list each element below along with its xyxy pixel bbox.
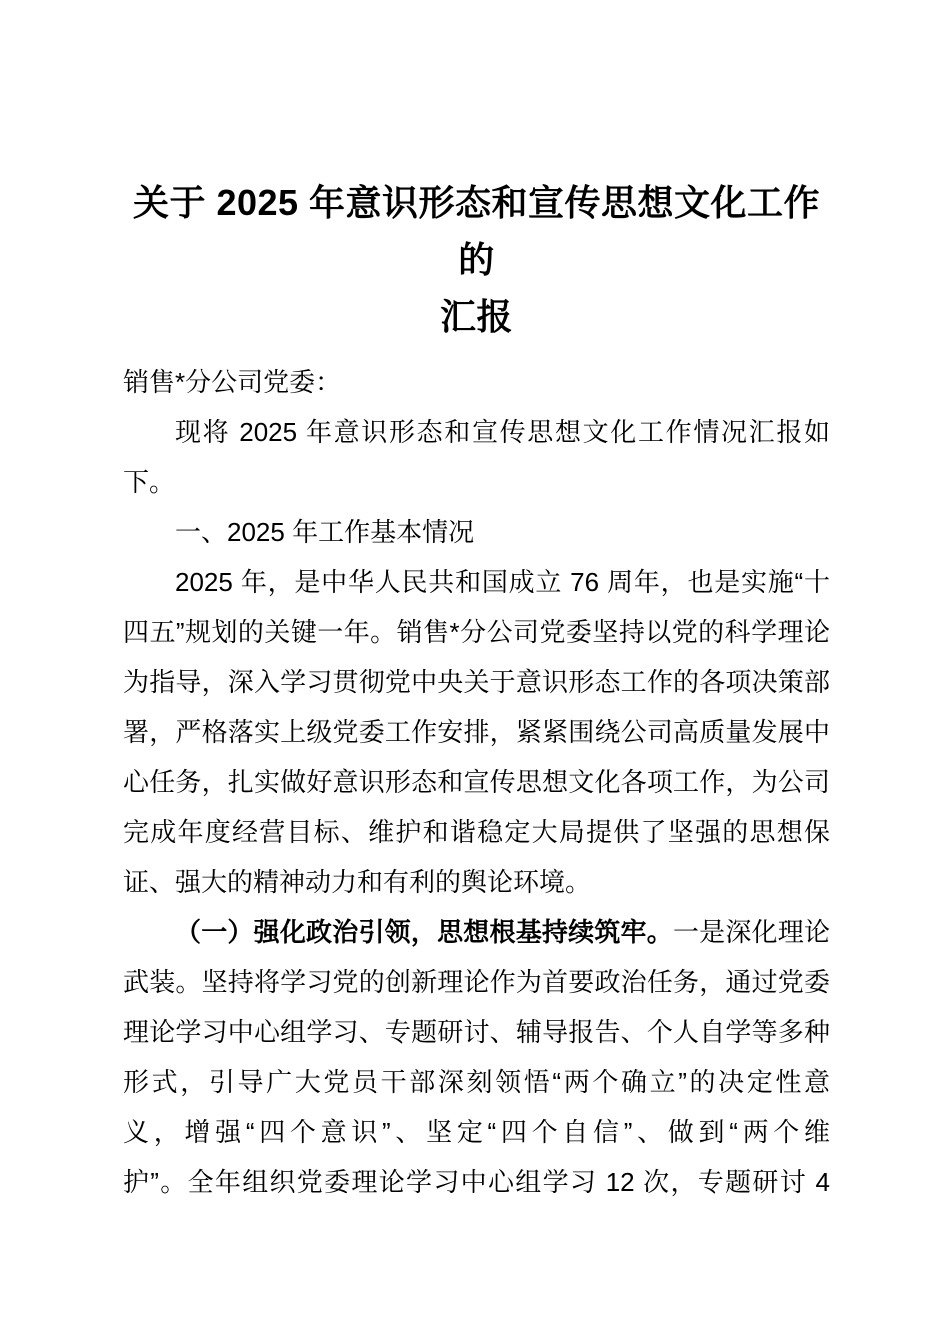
document-line-overview-paragraph-0 [123,557,830,607]
document-text: 一、2025 年工作基本情况 [175,517,475,547]
document-line-overview-paragraph-4 [123,757,830,807]
document-line-section-heading-0 [123,507,830,557]
document-text-bold: （一）强化政治引领，思想根基持续筑牢。 [175,917,673,947]
document-text: 2025 年，是中华人民共和国成立 76 周年，也是实施“十 [175,567,830,597]
document-text: 一是深化理论 [672,917,830,947]
document-text: 下。 [123,467,176,497]
document-text: 现将 2025 年意识形态和宣传思想文化工作情况汇报如 [175,417,830,447]
document-text: 护”。全年组织党委理论学习中心组学习 12 次，专题研讨 4 [123,1167,830,1197]
document-text: 完成年度经营目标、维护和谐稳定大局提供了坚强的思想保 [123,817,830,847]
document-line-subsection-paragraph-4 [123,1107,830,1157]
document-text: 心任务，扎实做好意识形态和宣传思想文化各项工作，为公司 [123,767,830,797]
document-text: 署，严格落实上级党委工作安排，紧紧围绕公司高质量发展中 [123,717,830,747]
document-title-line-2: 汇报 [439,296,513,337]
document-line-salutation-0 [123,357,830,407]
document-line-intro-0 [123,407,830,457]
document-line-subsection-paragraph-2 [123,1007,830,1057]
document-line-overview-paragraph-6 [123,857,830,907]
document-text: 义，增强“四个意识”、坚定“四个自信”、做到“两个维 [123,1117,830,1147]
document-line-intro-1 [123,457,830,507]
document-body [123,357,830,1207]
document-title-line-1: 关于 2025 年意识形态和宣传思想文化工作的 [132,182,821,280]
document-text: 形式，引导广大党员干部深刻领悟“两个确立”的决定性意 [123,1067,830,1097]
document-line-overview-paragraph-5 [123,807,830,857]
document-line-subsection-paragraph-0 [123,907,830,957]
document-text: 销售*分公司党委： [123,367,342,397]
document-text: 证、强大的精神动力和有利的舆论环境。 [123,867,592,897]
document-line-subsection-paragraph-5 [123,1157,830,1207]
document-line-subsection-paragraph-3 [123,1057,830,1107]
document-text: 为指导，深入学习贯彻党中央关于意识形态工作的各项决策部 [123,667,830,697]
document-line-overview-paragraph-2 [123,657,830,707]
document-line-subsection-paragraph-1 [123,957,830,1007]
document-text: 武装。坚持将学习党的创新理论作为首要政治任务，通过党委 [123,967,830,997]
document-title [123,174,830,345]
document-text: 理论学习中心组学习、专题研讨、辅导报告、个人自学等多种 [123,1017,830,1047]
document-line-overview-paragraph-1 [123,607,830,657]
document-text: 四五”规划的关键一年。销售*分公司党委坚持以党的科学理论 [123,617,830,647]
document-line-overview-paragraph-3 [123,707,830,757]
